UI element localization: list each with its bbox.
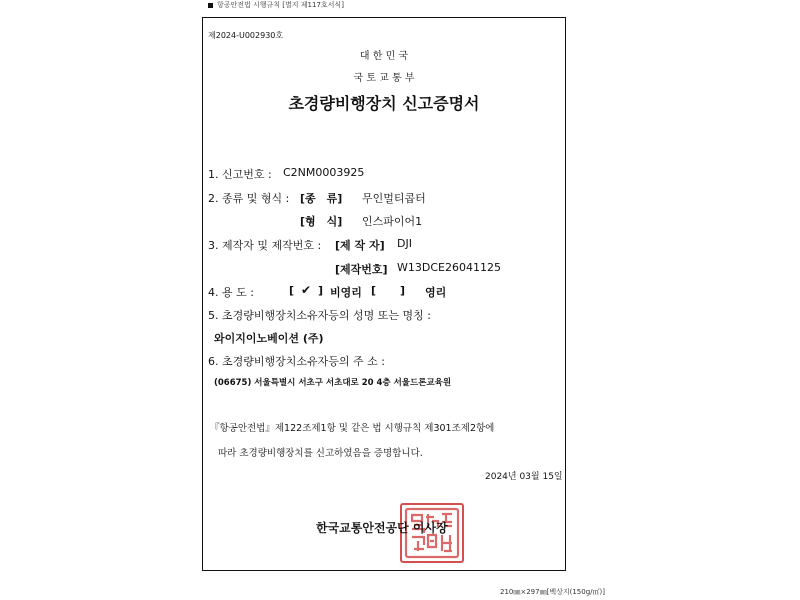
use-label: 4. 용 도 : xyxy=(208,286,254,299)
check-mark-icon: ✔ xyxy=(301,283,312,297)
maker-key: [제 작 자] xyxy=(335,239,385,252)
commercial-open-bracket: [ xyxy=(371,284,377,297)
document-title: 초경량비행장치 신고증명서 xyxy=(288,94,480,113)
address-value: (06675) 서울특별시 서초구 서초대로 20 4층 서울드론교육원 xyxy=(214,378,452,388)
noncommercial-open-bracket: [ xyxy=(289,284,295,297)
kind-value: 무인멀티콥터 xyxy=(362,192,426,205)
model-value: 인스파이어1 xyxy=(362,215,423,228)
form-reference-note xyxy=(208,0,344,10)
issue-date: 2024년 03월 15일 xyxy=(485,472,563,482)
address-label: 6. 초경량비행장치소유자등의 주 소 : xyxy=(208,355,385,368)
paper-spec-note: 210㎜×297㎜[백상지(150g/㎡)] xyxy=(500,588,605,596)
kind-key: [종 류] xyxy=(300,192,343,205)
certificate-number: 제2024-U002930호 xyxy=(208,31,284,40)
ministry-name: 국 토 교 통 부 xyxy=(353,73,415,84)
maker-value: DJI xyxy=(397,237,412,250)
model-key: [형 식] xyxy=(300,215,343,228)
owner-value: 와이지이노베이션 (주) xyxy=(214,332,324,345)
commercial-label: 영리 xyxy=(425,286,447,299)
noncommercial-label: 비영리 xyxy=(330,286,362,299)
noncommercial-close-bracket: ] xyxy=(318,284,324,297)
square-bullet-icon xyxy=(208,3,213,8)
report-number-label: 1. 신고번호 : xyxy=(208,168,272,181)
issuer-name: 한국교통안전공단 이사장 xyxy=(316,521,448,535)
serial-value: W13DCE26041125 xyxy=(397,261,501,274)
statement-line-1: 『항공안전법』제122조제1항 및 같은 법 시행규칙 제301조제2항에 xyxy=(210,423,495,434)
type-model-label: 2. 종류 및 형식 : xyxy=(208,192,290,205)
commercial-close-bracket: ] xyxy=(400,284,406,297)
country-name: 대 한 민 국 xyxy=(359,51,409,62)
owner-label: 5. 초경량비행장치소유자등의 성명 또는 명칭 : xyxy=(208,309,431,322)
serial-key: [제작번호] xyxy=(335,263,388,276)
statement-line-2: 따라 초경량비행장치를 신고하였음을 증명합니다. xyxy=(218,448,423,459)
form-reference-text: 항공안전법 시행규칙 [별지 제117호서식] xyxy=(217,1,344,9)
report-number-value: C2NM0003925 xyxy=(283,166,365,179)
maker-label: 3. 제작자 및 제작번호 : xyxy=(208,239,322,252)
